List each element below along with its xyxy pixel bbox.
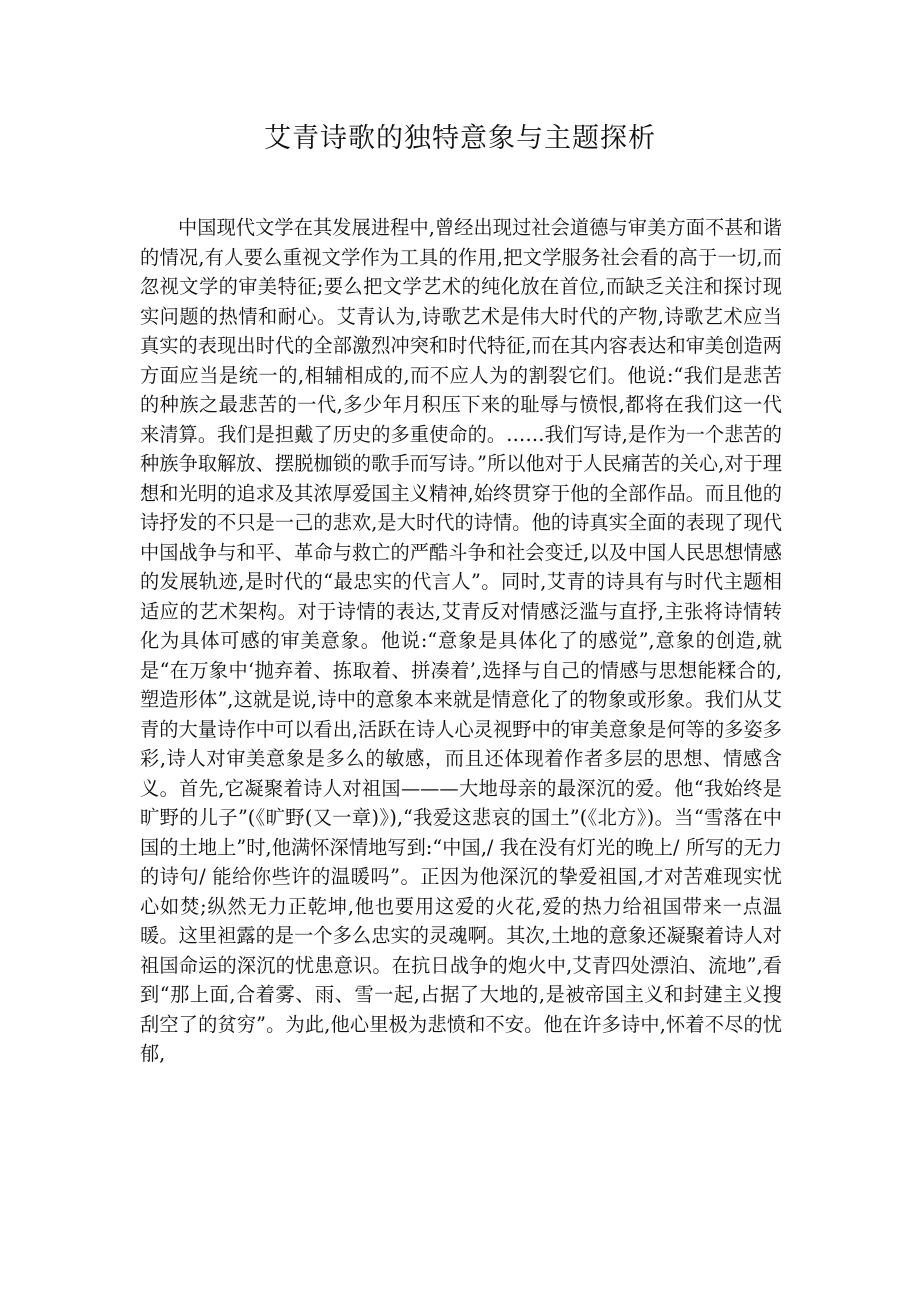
document-title: 艾青诗歌的独特意象与主题探析: [264, 123, 656, 154]
body-paragraph: 中国现代文学在其发展进程中,曾经出现过社会道德与审美方面不甚和谐的情况,有人要么重视文学作为工具的作用,把文学服务社会看的高于一切,而忽视文学的审美特征;要么把文学艺术的纯化放在首位,而缺乏关注和探讨现实问题的热情和耐心。艾青认为,诗歌艺术是伟大时代的产物,诗歌艺术应当真实的表现出时代的全部激烈冲突和时代特征,而在其内容表达和审美创造两方面应当是统一的,相辅相成的,而不应人为的割裂它们。他说:“我们是悲苦的种族之最悲苦的一代,多少年月积压下来的耻辱与愤恨,都将在我们这一代来清算。我们是担戴了历史的多重使命的。……我们写诗,是作为一个悲苦的种族争取解放、摆脱枷锁的歌手而写诗。”所以他对于人民痛苦的关心,对于理想和光明的追求及其浓厚爱国主义精神,始终贯穿于他的全部作品。而且他的诗抒发的不只是一己的悲欢,是大时代的诗情。他的诗真实全面的表现了现代中国战争与和平、革命与救亡的严酷斗争和社会变迁,以及中国人民思想情感的发展轨迹,是时代的“最忠实的代言人”。同时,艾青的诗具有与时代主题相适应的艺术架构。对于诗情的表达,艾青反对情感泛滥与直抒,主张将诗情转化为具体可感的审美意象。他说:“意象是具体化了的感觉”,意象的创造,就是“在万象中‘抛弃着、拣取着、拼凑着’,选择与自己的情感与思想能糅合的,塑造形体”,这就是说,诗中的意象本来就是情意化了的物象或形象。我们从艾青的大量诗作中可以看出,活跃在诗人心灵视野中的审美意象是何等的多姿多彩,诗人对审美意象是多么的敏感，而且还体现着作者多层的思想、情感含义。首先,它凝聚着诗人对祖国———大地母亲的最深沉的爱。他“我始终是旷野的儿子”(《旷野(又一章)》),“我爱这悲哀的国土”(《北方》)。当“雪落在中国的土地上”时,他满怀深情地写到:“中国,/ 我在没有灯光的晚上/ 所写的无力的诗句/ 能给你些许的温暖吗”。正因为他深沉的挚爱祖国,才对苦难现实忧心如焚;纵然无力正乾坤,他也要用这爱的火花,爱的热力给祖国带来一点温暖。这里袒露的是一个多么忠实的灵魂啊。其次,土地的意象还凝聚着诗人对祖国命运的深沉的忧患意识。在抗日战争的炮火中,艾青四处漂泊、流地”,看到“那上面,合着雾、雨、雪一起,占据了大地的,是被帝国主义和封建主义搜刮空了的贫穷”。为此,他心里极为悲愤和不安。他在许多诗中,怀着不尽的忧郁,: [140, 216, 782, 1065]
